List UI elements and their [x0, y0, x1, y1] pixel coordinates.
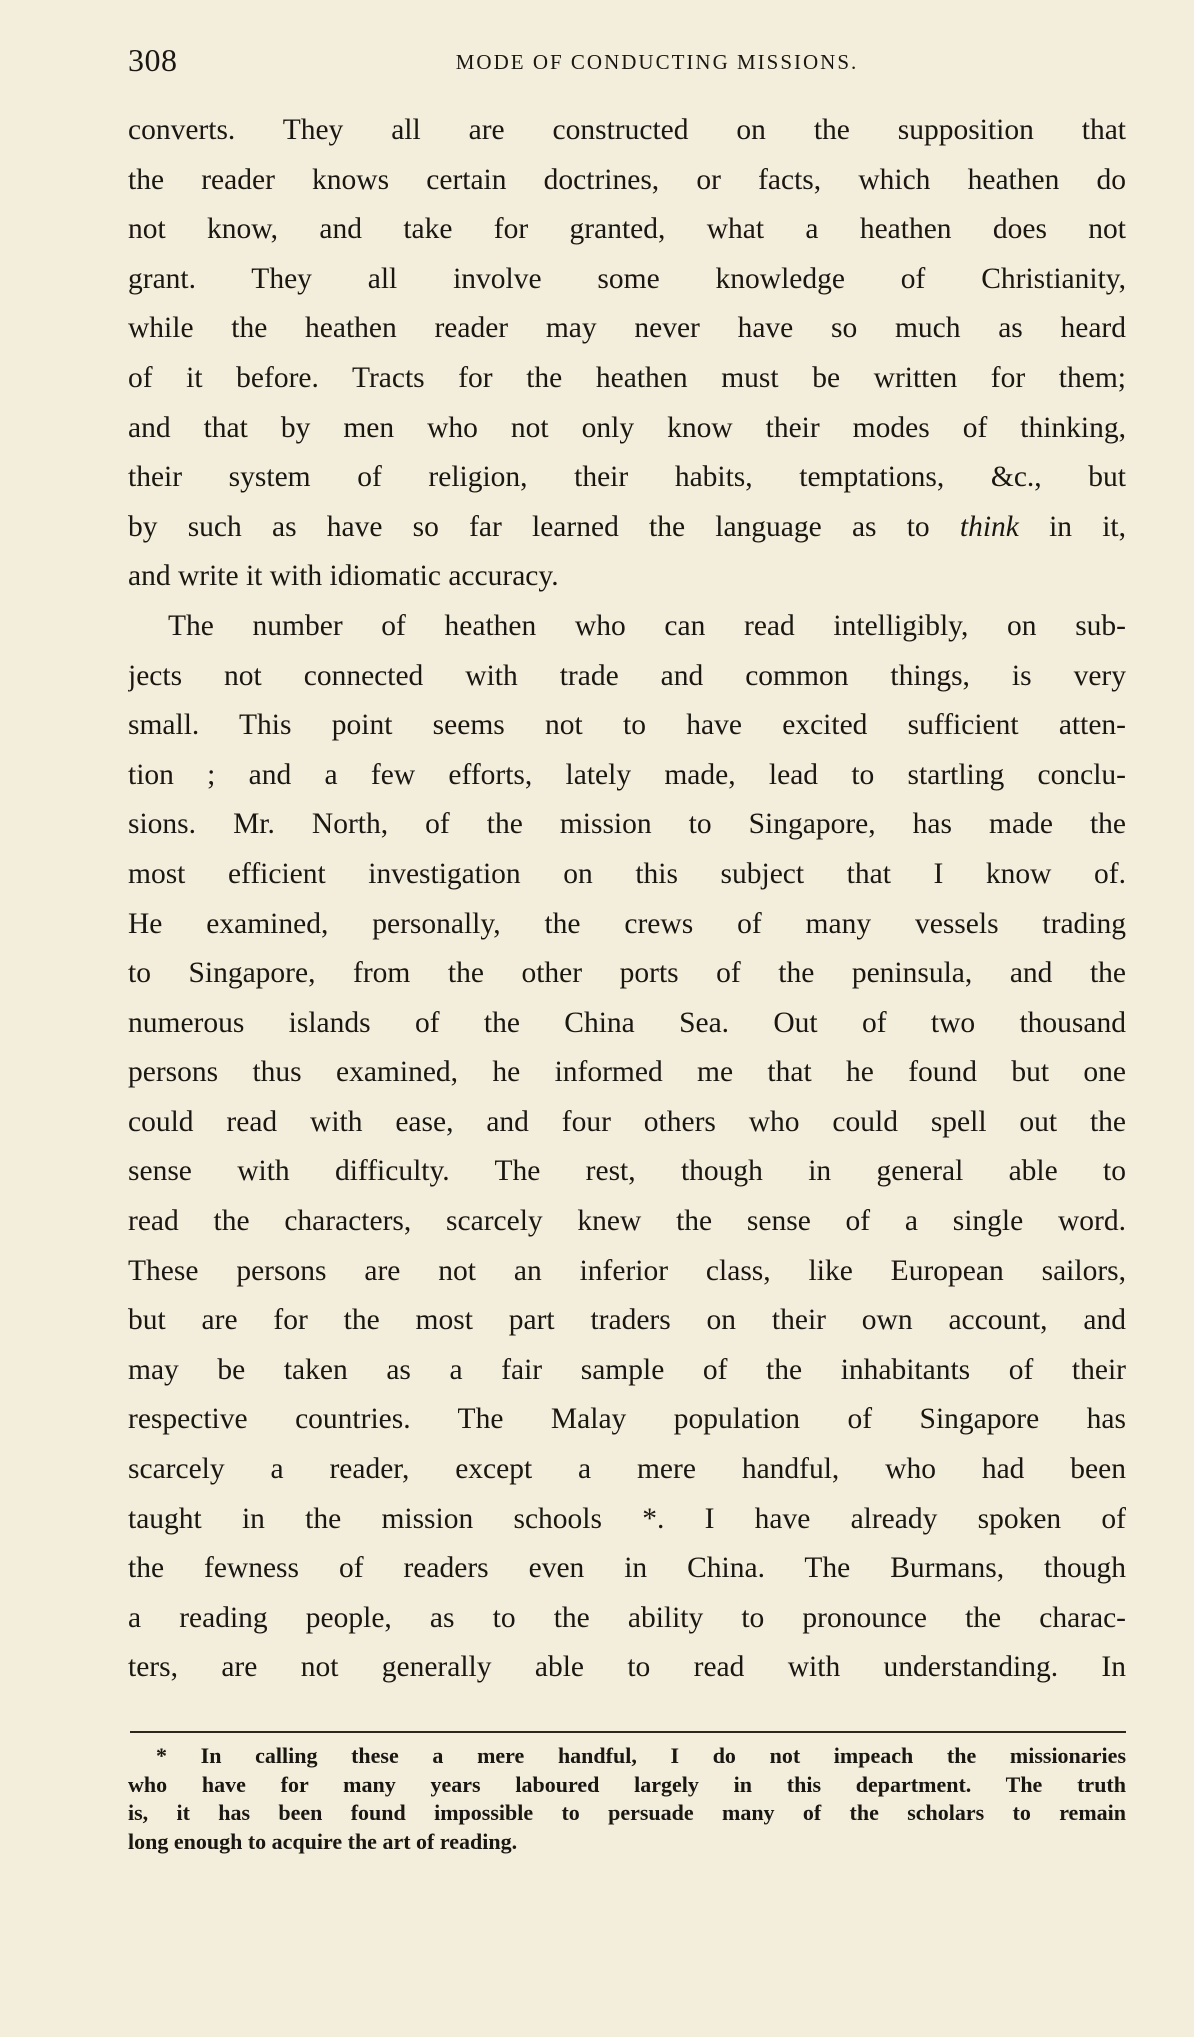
- text-line: a reading people, as to the ability to pronounce the charac-: [128, 1601, 1126, 1634]
- text-line: of it before. Tracts for the heathen must be written for them;: [128, 361, 1126, 394]
- running-head: [128, 38, 1126, 82]
- text-line: could read with ease, and four others who could spell out the: [128, 1105, 1126, 1138]
- text-line: the fewness of readers even in China. The Burmans, though: [128, 1552, 1126, 1585]
- text-line: small. This point seems not to have excited sufficient atten-: [128, 709, 1126, 742]
- text-line: the reader knows certain doctrines, or facts, which heathen do: [128, 163, 1126, 196]
- text-line: numerous islands of the China Sea. Out of two thousand: [128, 1006, 1126, 1039]
- running-title: MODE OF CONDUCTING MISSIONS.: [455, 50, 859, 74]
- text-line: taught in the mission schools *. I have already spoken of: [128, 1502, 1126, 1535]
- footnote: [128, 1742, 1126, 1856]
- text-line-with-italic: [128, 503, 1126, 553]
- text-line: their system of religion, their habits, temptations, &c., but: [128, 461, 1126, 494]
- text-line: converts. They all are constructed on the supposition that: [128, 114, 1126, 146]
- text-line: not know, and take for granted, what a heathen does not: [128, 213, 1126, 246]
- footnote-line: long enough to acquire the art of reading.: [128, 1828, 518, 1854]
- footnote-line: * In calling these a mere handful, I do not impeach the missionaries: [156, 1743, 1126, 1768]
- text-line: sense with difficulty. The rest, though in general able to: [128, 1155, 1126, 1188]
- text-line: may be taken as a fair sample of the inhabitants of their: [128, 1353, 1126, 1386]
- text-line: most efficient investigation on this subject that I know of.: [128, 857, 1126, 890]
- text-line: He examined, personally, the crews of many vessels trading: [128, 907, 1126, 940]
- text-segment: by such as have so far learned the language as to: [128, 510, 930, 543]
- italic-word: think: [959, 510, 1019, 543]
- text-line: tion ; and a few efforts, lately made, lead to startling conclu-: [128, 758, 1126, 791]
- text-line: respective countries. The Malay population of Singapore has: [128, 1403, 1126, 1436]
- footnote-divider: [130, 1731, 1126, 1733]
- text-line: ters, are not generally able to read with understanding. In: [128, 1651, 1126, 1684]
- text-line: and write it with idiomatic accuracy.: [128, 560, 559, 593]
- text-line: and that by men who not only know their modes of thinking,: [128, 411, 1126, 444]
- text-line: to Singapore, from the other ports of the peninsula, and the: [128, 957, 1126, 990]
- page-number: 308: [128, 42, 178, 78]
- text-segment: in it,: [1049, 510, 1126, 543]
- text-line: persons thus examined, he informed me that he found but one: [128, 1056, 1126, 1089]
- text-line: grant. They all involve some knowledge of Christianity,: [128, 262, 1126, 295]
- book-page: [128, 0, 1126, 2037]
- text-line: scarcely a reader, except a mere handful, who had been: [128, 1453, 1126, 1486]
- footnote-line: who have for many years laboured largely in this department. The truth: [128, 1771, 1126, 1797]
- text-line: jects not connected with trade and common things, is very: [128, 659, 1126, 692]
- text-line: but are for the most part traders on their own account, and: [128, 1304, 1126, 1337]
- text-line: read the characters, scarcely knew the sense of a single word.: [128, 1205, 1126, 1238]
- footnote-line: is, it has been found impossible to persuade many of the scholars to remain: [128, 1800, 1126, 1825]
- body-text: [128, 106, 1126, 1693]
- text-line: while the heathen reader may never have so much as heard: [128, 312, 1126, 345]
- text-line: These persons are not an inferior class, like European sailors,: [128, 1254, 1126, 1287]
- text-line: sions. Mr. North, of the mission to Singapore, has made the: [128, 808, 1126, 841]
- paragraph-start-line: The number of heathen who can read intelligibly, on sub-: [168, 609, 1126, 642]
